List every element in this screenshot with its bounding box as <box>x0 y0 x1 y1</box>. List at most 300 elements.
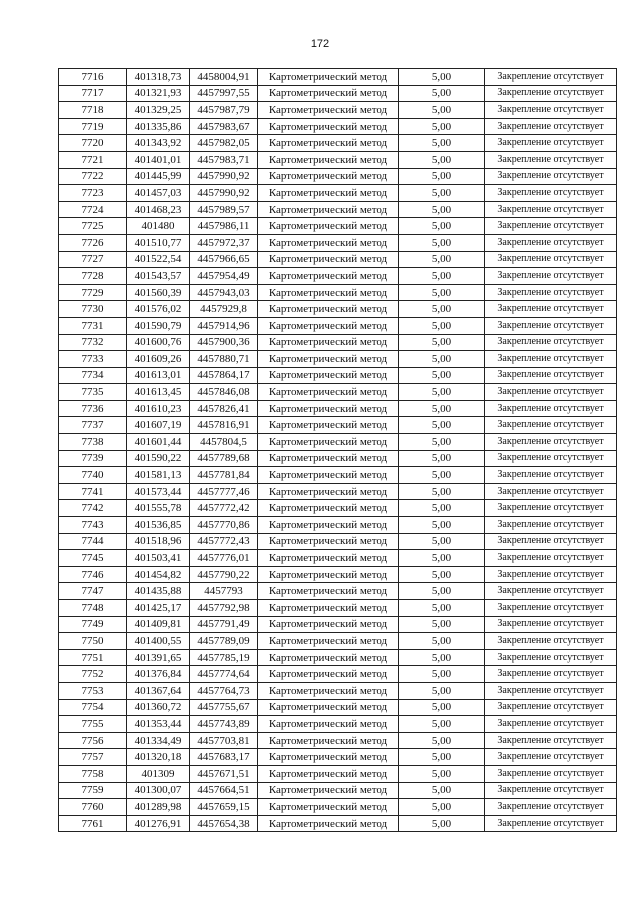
table-row <box>59 284 617 301</box>
point-number-cell: 7742 <box>59 500 127 517</box>
method-cell: Картометрический метод <box>258 600 399 617</box>
method-cell: Картометрический метод <box>258 566 399 583</box>
status-cell: Закрепление отсутствует <box>485 616 617 633</box>
x-coordinate-cell: 401334,49 <box>127 732 190 749</box>
y-coordinate-cell: 4457770,86 <box>190 517 258 534</box>
method-cell: Картометрический метод <box>258 782 399 799</box>
accuracy-cell: 5,00 <box>399 500 485 517</box>
table-row <box>59 799 617 816</box>
y-coordinate-cell: 4457997,55 <box>190 85 258 102</box>
x-coordinate-cell: 401510,77 <box>127 234 190 251</box>
method-cell: Картометрический метод <box>258 749 399 766</box>
x-coordinate-cell: 401613,45 <box>127 384 190 401</box>
table-row <box>59 168 617 185</box>
method-cell: Картометрический метод <box>258 699 399 716</box>
method-cell: Картометрический метод <box>258 450 399 467</box>
accuracy-cell: 5,00 <box>399 434 485 451</box>
point-number-cell: 7753 <box>59 682 127 699</box>
point-number-cell: 7724 <box>59 201 127 218</box>
y-coordinate-cell: 4457826,41 <box>190 400 258 417</box>
status-cell: Закрепление отсутствует <box>485 69 617 86</box>
accuracy-cell: 5,00 <box>399 749 485 766</box>
x-coordinate-cell: 401309 <box>127 765 190 782</box>
y-coordinate-cell: 4457954,49 <box>190 268 258 285</box>
table-row <box>59 334 617 351</box>
table-row <box>59 483 617 500</box>
status-cell: Закрепление отсутствует <box>485 799 617 816</box>
table-row <box>59 417 617 434</box>
x-coordinate-cell: 401335,86 <box>127 118 190 135</box>
method-cell: Картометрический метод <box>258 434 399 451</box>
point-number-cell: 7718 <box>59 102 127 119</box>
method-cell: Картометрический метод <box>258 500 399 517</box>
table-row <box>59 118 617 135</box>
point-number-cell: 7735 <box>59 384 127 401</box>
accuracy-cell: 5,00 <box>399 135 485 152</box>
point-number-cell: 7717 <box>59 85 127 102</box>
y-coordinate-cell: 4457792,98 <box>190 600 258 617</box>
table-row <box>59 467 617 484</box>
point-number-cell: 7760 <box>59 799 127 816</box>
status-cell: Закрепление отсутствует <box>485 201 617 218</box>
accuracy-cell: 5,00 <box>399 666 485 683</box>
accuracy-cell: 5,00 <box>399 517 485 534</box>
x-coordinate-cell: 401555,78 <box>127 500 190 517</box>
point-number-cell: 7759 <box>59 782 127 799</box>
accuracy-cell: 5,00 <box>399 151 485 168</box>
accuracy-cell: 5,00 <box>399 201 485 218</box>
x-coordinate-cell: 401607,19 <box>127 417 190 434</box>
accuracy-cell: 5,00 <box>399 782 485 799</box>
point-number-cell: 7726 <box>59 234 127 251</box>
point-number-cell: 7730 <box>59 301 127 318</box>
table-row <box>59 201 617 218</box>
status-cell: Закрепление отсутствует <box>485 533 617 550</box>
table-row <box>59 749 617 766</box>
status-cell: Закрепление отсутствует <box>485 566 617 583</box>
status-cell: Закрепление отсутствует <box>485 716 617 733</box>
y-coordinate-cell: 4457789,09 <box>190 633 258 650</box>
accuracy-cell: 5,00 <box>399 69 485 86</box>
status-cell: Закрепление отсутствует <box>485 467 617 484</box>
status-cell: Закрепление отсутствует <box>485 483 617 500</box>
accuracy-cell: 5,00 <box>399 234 485 251</box>
table-row <box>59 517 617 534</box>
status-cell: Закрепление отсутствует <box>485 517 617 534</box>
point-number-cell: 7737 <box>59 417 127 434</box>
accuracy-cell: 5,00 <box>399 334 485 351</box>
table-row <box>59 566 617 583</box>
method-cell: Картометрический метод <box>258 765 399 782</box>
accuracy-cell: 5,00 <box>399 450 485 467</box>
point-number-cell: 7732 <box>59 334 127 351</box>
point-number-cell: 7746 <box>59 566 127 583</box>
point-number-cell: 7758 <box>59 765 127 782</box>
table-row <box>59 400 617 417</box>
accuracy-cell: 5,00 <box>399 600 485 617</box>
x-coordinate-cell: 401353,44 <box>127 716 190 733</box>
table-row <box>59 251 617 268</box>
table-row <box>59 682 617 699</box>
status-cell: Закрепление отсутствует <box>485 85 617 102</box>
accuracy-cell: 5,00 <box>399 566 485 583</box>
point-number-cell: 7727 <box>59 251 127 268</box>
accuracy-cell: 5,00 <box>399 550 485 567</box>
y-coordinate-cell: 4457659,15 <box>190 799 258 816</box>
accuracy-cell: 5,00 <box>399 384 485 401</box>
method-cell: Картометрический метод <box>258 118 399 135</box>
method-cell: Картометрический метод <box>258 467 399 484</box>
y-coordinate-cell: 4457804,5 <box>190 434 258 451</box>
x-coordinate-cell: 401468,23 <box>127 201 190 218</box>
method-cell: Картометрический метод <box>258 682 399 699</box>
y-coordinate-cell: 4457777,46 <box>190 483 258 500</box>
table-row <box>59 765 617 782</box>
table-row <box>59 616 617 633</box>
y-coordinate-cell: 4457816,91 <box>190 417 258 434</box>
y-coordinate-cell: 4457781,84 <box>190 467 258 484</box>
table-row <box>59 782 617 799</box>
table-row <box>59 301 617 318</box>
y-coordinate-cell: 4457900,36 <box>190 334 258 351</box>
coordinates-table-body <box>59 69 617 832</box>
method-cell: Картометрический метод <box>258 301 399 318</box>
status-cell: Закрепление отсутствует <box>485 185 617 202</box>
point-number-cell: 7733 <box>59 351 127 368</box>
x-coordinate-cell: 401445,99 <box>127 168 190 185</box>
accuracy-cell: 5,00 <box>399 317 485 334</box>
point-number-cell: 7761 <box>59 815 127 832</box>
x-coordinate-cell: 401536,85 <box>127 517 190 534</box>
status-cell: Закрепление отсутствует <box>485 384 617 401</box>
status-cell: Закрепление отсутствует <box>485 550 617 567</box>
table-row <box>59 815 617 832</box>
status-cell: Закрепление отсутствует <box>485 732 617 749</box>
method-cell: Картометрический метод <box>258 583 399 600</box>
method-cell: Картометрический метод <box>258 483 399 500</box>
accuracy-cell: 5,00 <box>399 351 485 368</box>
method-cell: Картометрический метод <box>258 716 399 733</box>
point-number-cell: 7736 <box>59 400 127 417</box>
status-cell: Закрепление отсутствует <box>485 334 617 351</box>
accuracy-cell: 5,00 <box>399 268 485 285</box>
point-number-cell: 7734 <box>59 367 127 384</box>
y-coordinate-cell: 4457983,67 <box>190 118 258 135</box>
y-coordinate-cell: 4457864,17 <box>190 367 258 384</box>
method-cell: Картометрический метод <box>258 135 399 152</box>
status-cell: Закрепление отсутствует <box>485 765 617 782</box>
point-number-cell: 7729 <box>59 284 127 301</box>
y-coordinate-cell: 4457671,51 <box>190 765 258 782</box>
status-cell: Закрепление отсутствует <box>485 151 617 168</box>
status-cell: Закрепление отсутствует <box>485 699 617 716</box>
x-coordinate-cell: 401543,57 <box>127 268 190 285</box>
table-row <box>59 102 617 119</box>
point-number-cell: 7755 <box>59 716 127 733</box>
accuracy-cell: 5,00 <box>399 284 485 301</box>
status-cell: Закрепление отсутствует <box>485 102 617 119</box>
point-number-cell: 7749 <box>59 616 127 633</box>
method-cell: Картометрический метод <box>258 517 399 534</box>
x-coordinate-cell: 401454,82 <box>127 566 190 583</box>
table-row <box>59 583 617 600</box>
method-cell: Картометрический метод <box>258 334 399 351</box>
accuracy-cell: 5,00 <box>399 682 485 699</box>
x-coordinate-cell: 401613,01 <box>127 367 190 384</box>
x-coordinate-cell: 401522,54 <box>127 251 190 268</box>
method-cell: Картометрический метод <box>258 666 399 683</box>
method-cell: Картометрический метод <box>258 384 399 401</box>
point-number-cell: 7757 <box>59 749 127 766</box>
table-row <box>59 85 617 102</box>
accuracy-cell: 5,00 <box>399 301 485 318</box>
method-cell: Картометрический метод <box>258 251 399 268</box>
status-cell: Закрепление отсутствует <box>485 301 617 318</box>
table-row <box>59 633 617 650</box>
point-number-cell: 7731 <box>59 317 127 334</box>
status-cell: Закрепление отсутствует <box>485 367 617 384</box>
x-coordinate-cell: 401573,44 <box>127 483 190 500</box>
y-coordinate-cell: 4457989,57 <box>190 201 258 218</box>
x-coordinate-cell: 401343,92 <box>127 135 190 152</box>
method-cell: Картометрический метод <box>258 185 399 202</box>
status-cell: Закрепление отсутствует <box>485 234 617 251</box>
table-row <box>59 600 617 617</box>
table-row <box>59 234 617 251</box>
point-number-cell: 7741 <box>59 483 127 500</box>
x-coordinate-cell: 401289,98 <box>127 799 190 816</box>
method-cell: Картометрический метод <box>258 550 399 567</box>
accuracy-cell: 5,00 <box>399 633 485 650</box>
y-coordinate-cell: 4457774,64 <box>190 666 258 683</box>
x-coordinate-cell: 401601,44 <box>127 434 190 451</box>
y-coordinate-cell: 4457664,51 <box>190 782 258 799</box>
status-cell: Закрепление отсутствует <box>485 168 617 185</box>
x-coordinate-cell: 401590,22 <box>127 450 190 467</box>
table-row <box>59 434 617 451</box>
method-cell: Картометрический метод <box>258 85 399 102</box>
x-coordinate-cell: 401480 <box>127 218 190 235</box>
y-coordinate-cell: 4457776,01 <box>190 550 258 567</box>
method-cell: Картометрический метод <box>258 633 399 650</box>
x-coordinate-cell: 401300,07 <box>127 782 190 799</box>
point-number-cell: 7738 <box>59 434 127 451</box>
y-coordinate-cell: 4457846,08 <box>190 384 258 401</box>
x-coordinate-cell: 401610,23 <box>127 400 190 417</box>
table-row <box>59 550 617 567</box>
accuracy-cell: 5,00 <box>399 118 485 135</box>
accuracy-cell: 5,00 <box>399 85 485 102</box>
y-coordinate-cell: 4457703,81 <box>190 732 258 749</box>
x-coordinate-cell: 401560,39 <box>127 284 190 301</box>
accuracy-cell: 5,00 <box>399 815 485 832</box>
x-coordinate-cell: 401400,55 <box>127 633 190 650</box>
x-coordinate-cell: 401329,25 <box>127 102 190 119</box>
point-number-cell: 7743 <box>59 517 127 534</box>
table-row <box>59 649 617 666</box>
accuracy-cell: 5,00 <box>399 185 485 202</box>
x-coordinate-cell: 401503,41 <box>127 550 190 567</box>
y-coordinate-cell: 4457982,05 <box>190 135 258 152</box>
method-cell: Картометрический метод <box>258 616 399 633</box>
y-coordinate-cell: 4457983,71 <box>190 151 258 168</box>
y-coordinate-cell: 4457764,73 <box>190 682 258 699</box>
status-cell: Закрепление отсутствует <box>485 633 617 650</box>
table-row <box>59 384 617 401</box>
y-coordinate-cell: 4457986,11 <box>190 218 258 235</box>
x-coordinate-cell: 401590,79 <box>127 317 190 334</box>
y-coordinate-cell: 4457943,03 <box>190 284 258 301</box>
accuracy-cell: 5,00 <box>399 716 485 733</box>
x-coordinate-cell: 401435,88 <box>127 583 190 600</box>
point-number-cell: 7745 <box>59 550 127 567</box>
table-row <box>59 500 617 517</box>
x-coordinate-cell: 401609,26 <box>127 351 190 368</box>
table-row <box>59 268 617 285</box>
status-cell: Закрепление отсутствует <box>485 815 617 832</box>
status-cell: Закрепление отсутствует <box>485 351 617 368</box>
table-row <box>59 716 617 733</box>
status-cell: Закрепление отсутствует <box>485 317 617 334</box>
point-number-cell: 7750 <box>59 633 127 650</box>
y-coordinate-cell: 4457785,19 <box>190 649 258 666</box>
accuracy-cell: 5,00 <box>399 367 485 384</box>
x-coordinate-cell: 401360,72 <box>127 699 190 716</box>
method-cell: Картометрический метод <box>258 234 399 251</box>
method-cell: Картометрический метод <box>258 732 399 749</box>
table-row <box>59 699 617 716</box>
x-coordinate-cell: 401581,13 <box>127 467 190 484</box>
status-cell: Закрепление отсутствует <box>485 649 617 666</box>
method-cell: Картометрический метод <box>258 168 399 185</box>
status-cell: Закрепление отсутствует <box>485 284 617 301</box>
point-number-cell: 7751 <box>59 649 127 666</box>
page-number: 172 <box>310 38 330 50</box>
accuracy-cell: 5,00 <box>399 218 485 235</box>
x-coordinate-cell: 401401,01 <box>127 151 190 168</box>
status-cell: Закрепление отсутствует <box>485 417 617 434</box>
accuracy-cell: 5,00 <box>399 583 485 600</box>
x-coordinate-cell: 401318,73 <box>127 69 190 86</box>
table-row <box>59 732 617 749</box>
y-coordinate-cell: 4457791,49 <box>190 616 258 633</box>
status-cell: Закрепление отсутствует <box>485 218 617 235</box>
accuracy-cell: 5,00 <box>399 616 485 633</box>
table-row <box>59 151 617 168</box>
accuracy-cell: 5,00 <box>399 168 485 185</box>
status-cell: Закрепление отсутствует <box>485 118 617 135</box>
accuracy-cell: 5,00 <box>399 799 485 816</box>
status-cell: Закрепление отсутствует <box>485 450 617 467</box>
x-coordinate-cell: 401376,84 <box>127 666 190 683</box>
table-row <box>59 533 617 550</box>
status-cell: Закрепление отсутствует <box>485 434 617 451</box>
status-cell: Закрепление отсутствует <box>485 135 617 152</box>
x-coordinate-cell: 401425,17 <box>127 600 190 617</box>
table-row <box>59 351 617 368</box>
method-cell: Картометрический метод <box>258 367 399 384</box>
accuracy-cell: 5,00 <box>399 649 485 666</box>
y-coordinate-cell: 4457987,79 <box>190 102 258 119</box>
accuracy-cell: 5,00 <box>399 251 485 268</box>
point-number-cell: 7748 <box>59 600 127 617</box>
y-coordinate-cell: 4457972,37 <box>190 234 258 251</box>
x-coordinate-cell: 401600,76 <box>127 334 190 351</box>
method-cell: Картометрический метод <box>258 351 399 368</box>
accuracy-cell: 5,00 <box>399 533 485 550</box>
method-cell: Картометрический метод <box>258 218 399 235</box>
status-cell: Закрепление отсутствует <box>485 666 617 683</box>
status-cell: Закрепление отсутствует <box>485 268 617 285</box>
method-cell: Картометрический метод <box>258 417 399 434</box>
point-number-cell: 7739 <box>59 450 127 467</box>
accuracy-cell: 5,00 <box>399 467 485 484</box>
y-coordinate-cell: 4457683,17 <box>190 749 258 766</box>
status-cell: Закрепление отсутствует <box>485 749 617 766</box>
method-cell: Картометрический метод <box>258 201 399 218</box>
accuracy-cell: 5,00 <box>399 765 485 782</box>
accuracy-cell: 5,00 <box>399 400 485 417</box>
y-coordinate-cell: 4457966,65 <box>190 251 258 268</box>
point-number-cell: 7740 <box>59 467 127 484</box>
point-number-cell: 7723 <box>59 185 127 202</box>
point-number-cell: 7716 <box>59 69 127 86</box>
accuracy-cell: 5,00 <box>399 699 485 716</box>
method-cell: Картометрический метод <box>258 69 399 86</box>
point-number-cell: 7728 <box>59 268 127 285</box>
point-number-cell: 7752 <box>59 666 127 683</box>
method-cell: Картометрический метод <box>258 268 399 285</box>
table-row <box>59 218 617 235</box>
x-coordinate-cell: 401276,91 <box>127 815 190 832</box>
point-number-cell: 7747 <box>59 583 127 600</box>
status-cell: Закрепление отсутствует <box>485 500 617 517</box>
method-cell: Картометрический метод <box>258 317 399 334</box>
y-coordinate-cell: 4457743,89 <box>190 716 258 733</box>
accuracy-cell: 5,00 <box>399 417 485 434</box>
y-coordinate-cell: 4457789,68 <box>190 450 258 467</box>
table-row <box>59 135 617 152</box>
table-row <box>59 367 617 384</box>
status-cell: Закрепление отсутствует <box>485 600 617 617</box>
x-coordinate-cell: 401391,65 <box>127 649 190 666</box>
y-coordinate-cell: 4457755,67 <box>190 699 258 716</box>
method-cell: Картометрический метод <box>258 400 399 417</box>
status-cell: Закрепление отсутствует <box>485 782 617 799</box>
x-coordinate-cell: 401367,64 <box>127 682 190 699</box>
accuracy-cell: 5,00 <box>399 732 485 749</box>
accuracy-cell: 5,00 <box>399 483 485 500</box>
table-row <box>59 317 617 334</box>
point-number-cell: 7722 <box>59 168 127 185</box>
table-row <box>59 450 617 467</box>
method-cell: Картометрический метод <box>258 649 399 666</box>
method-cell: Картометрический метод <box>258 151 399 168</box>
method-cell: Картометрический метод <box>258 102 399 119</box>
y-coordinate-cell: 4457880,71 <box>190 351 258 368</box>
y-coordinate-cell: 4457793 <box>190 583 258 600</box>
status-cell: Закрепление отсутствует <box>485 583 617 600</box>
y-coordinate-cell: 4457929,8 <box>190 301 258 318</box>
x-coordinate-cell: 401576,02 <box>127 301 190 318</box>
point-number-cell: 7720 <box>59 135 127 152</box>
coordinates-table <box>58 68 617 832</box>
y-coordinate-cell: 4457790,22 <box>190 566 258 583</box>
y-coordinate-cell: 4457990,92 <box>190 168 258 185</box>
accuracy-cell: 5,00 <box>399 102 485 119</box>
x-coordinate-cell: 401320,18 <box>127 749 190 766</box>
y-coordinate-cell: 4458004,91 <box>190 69 258 86</box>
